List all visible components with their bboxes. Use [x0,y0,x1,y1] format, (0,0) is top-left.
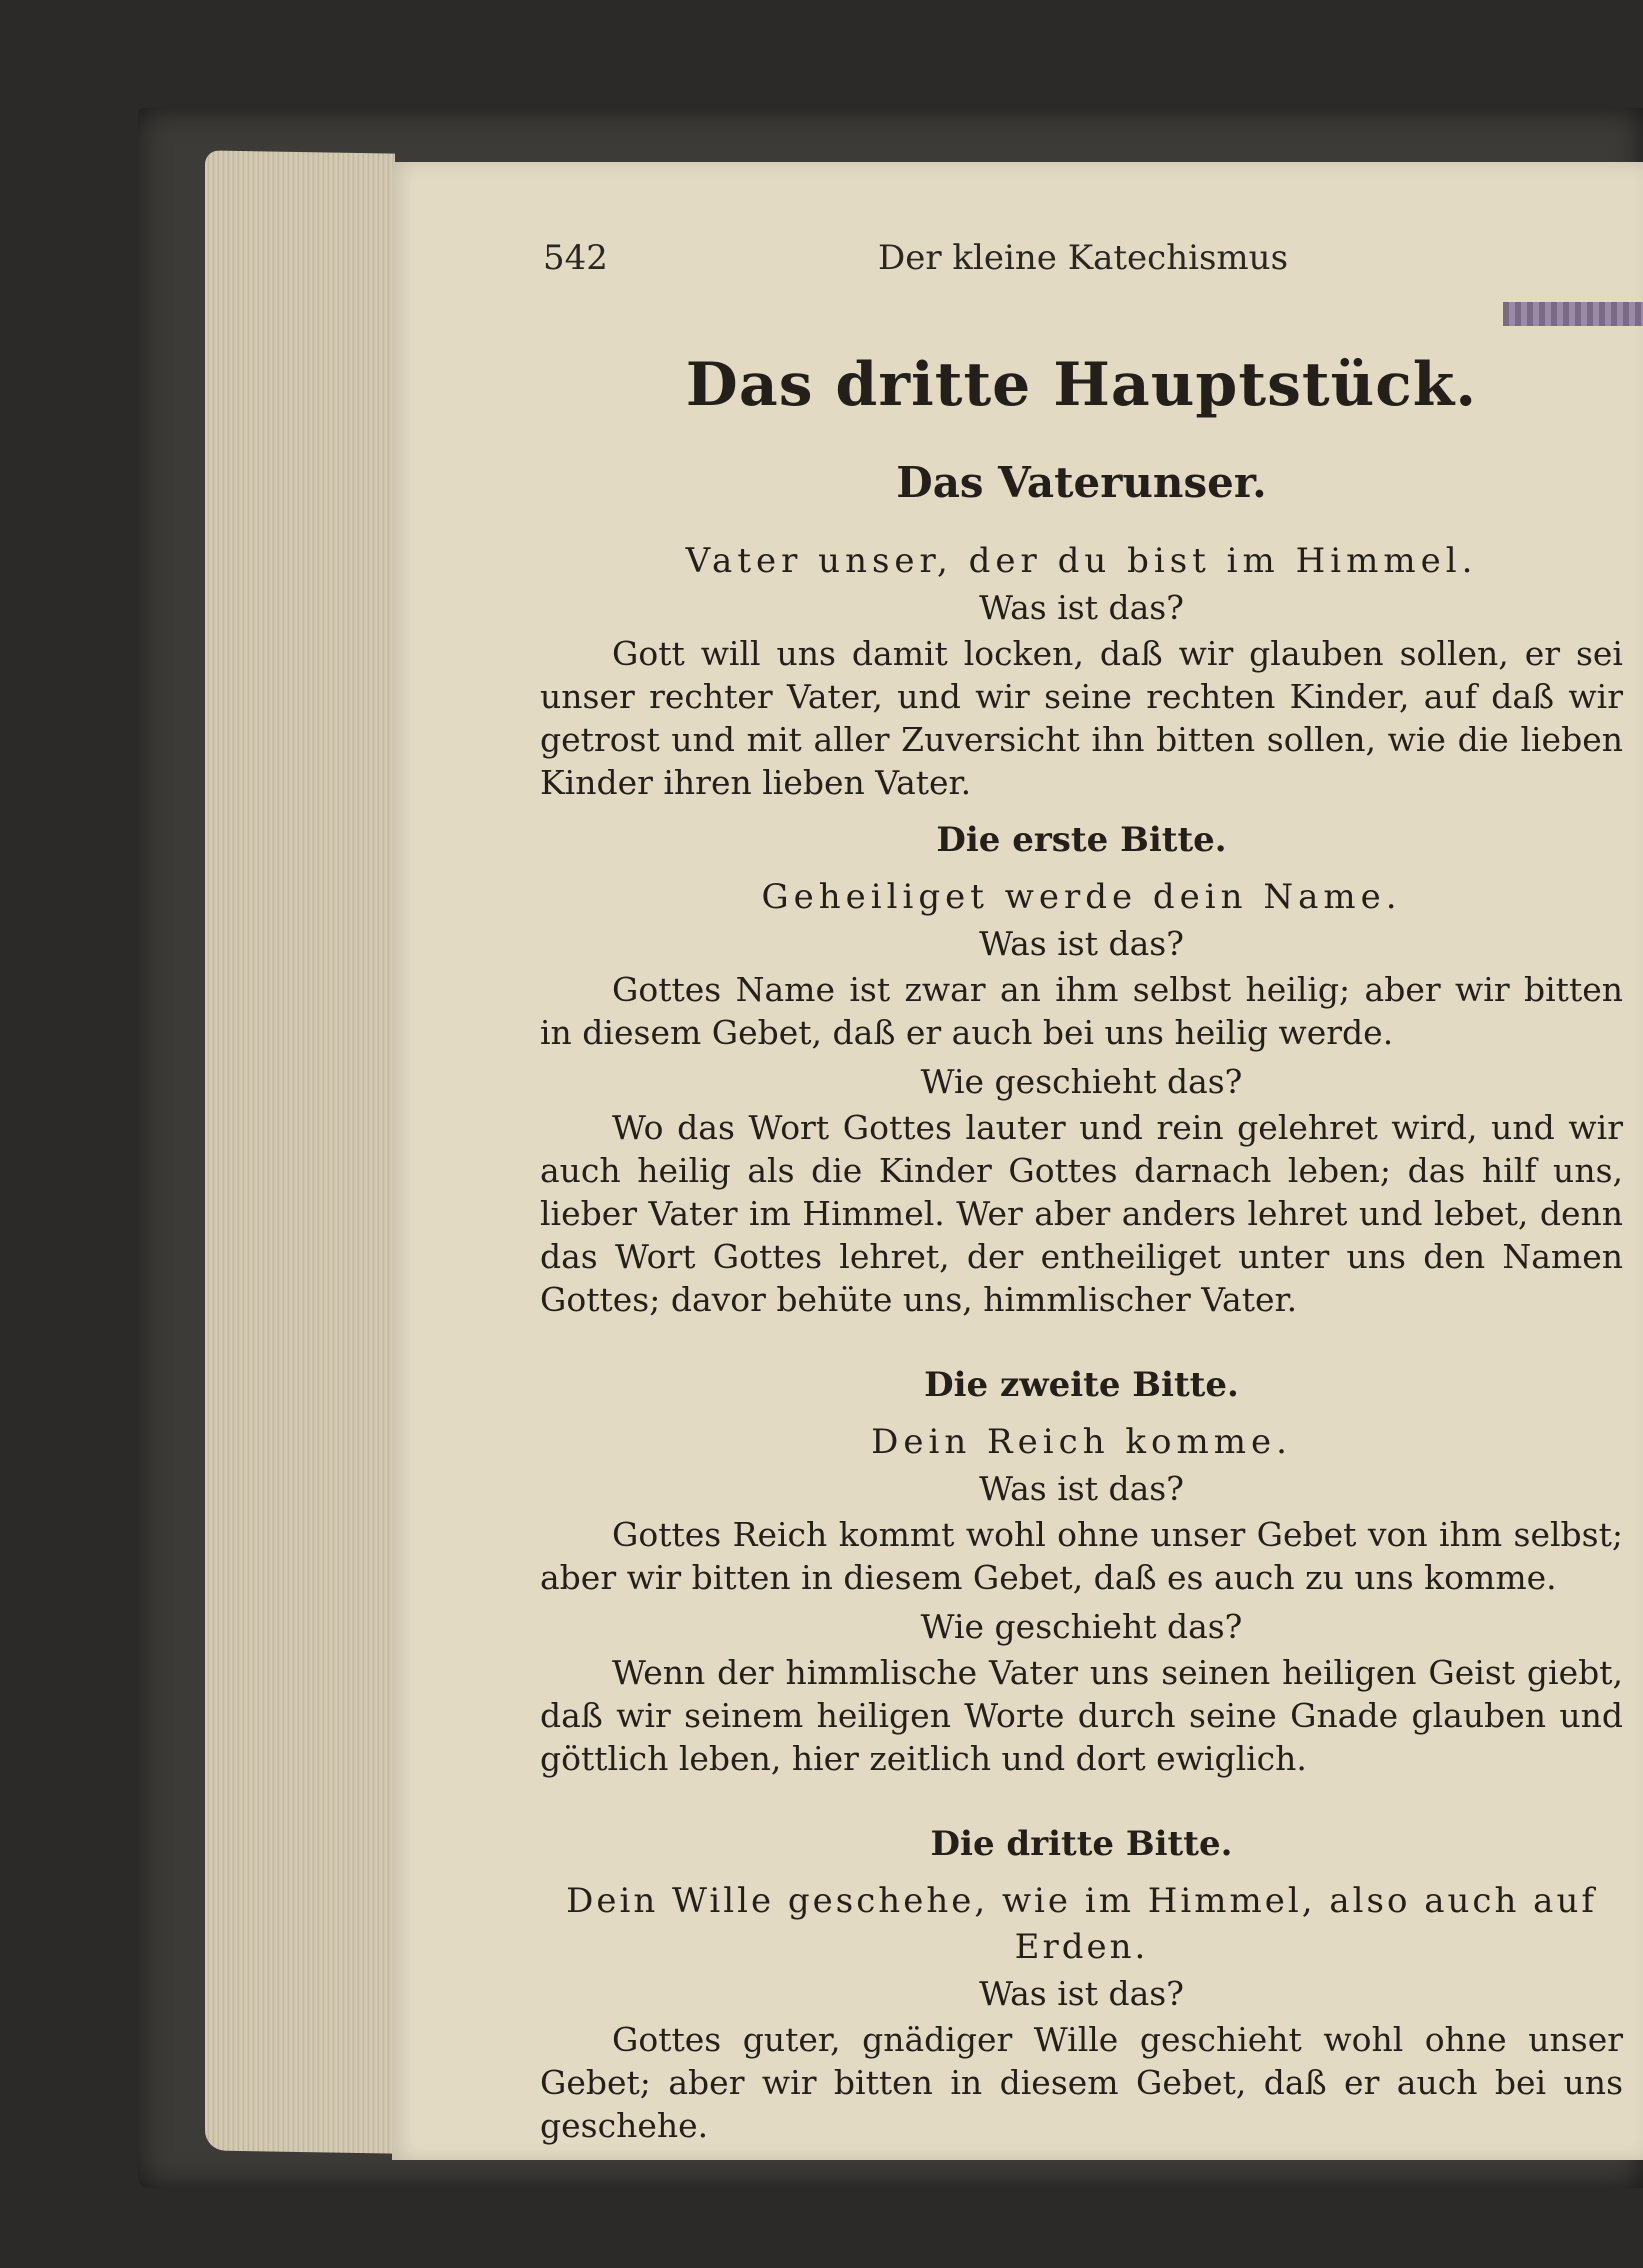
page-number: 542 [543,238,608,278]
intro-question: Was ist das? [979,588,1184,627]
petition-1-text: Geheiliget werde dein Name. [761,877,1402,917]
running-title: Der kleine Katechismus [877,238,1289,278]
running-header [543,238,1623,286]
petition-1-question-1: Was ist das? [979,924,1184,963]
petition-3-answer-1: Gottes guter, gnädiger Wille geschieht wohl ohne unser Gebet; aber wir bitten in diesem Gebet, daß er auch bei uns geschehe. [540,2020,1623,2145]
petition-3-text: Dein Wille geschehe, wie im Himmel, also auch auf Erden. [566,1881,1597,1967]
chapter-title: Das dritte Hauptstück. [685,350,1478,420]
petition-1-heading: Die erste Bitte. [936,820,1227,860]
intro-address: Vater unser, der du bist im Himmel. [685,541,1478,581]
petition-1-answer-1: Gottes Name ist zwar an ihm selbst heilig; aber wir bitten in diesem Gebet, daß er auch bei uns heilig werde. [540,970,1623,1052]
petition-2-question-1: Was ist das? [979,1469,1184,1508]
section-title: Das Vaterunser. [896,458,1267,507]
intro-answer: Gott will uns damit locken, daß wir glauben sollen, er sei unser rechter Vater, und wir seine rechten Kinder, auf daß wir getrost und mit aller Zuversicht ihn bitten sollen, wie die lieben Kinder ihren lieben Vater. [540,634,1623,802]
petition-1-answer-2: Wo das Wort Gottes lauter und rein gelehret wird, und wir auch heilig als die Kinder Gottes darnach leben; das hilf uns, lieber Vater im Himmel. Wer aber anders lehret und lebet, denn das Wort Gottes lehret, der entheiliget unter uns den Namen Gottes; davor behüte uns, himmlischer Vater. [540,1108,1623,1319]
petition-2-heading: Die zweite Bitte. [924,1365,1239,1405]
petition-2-question-2: Wie geschieht das? [920,1607,1243,1646]
petition-1-question-2: Wie geschieht das? [920,1062,1243,1101]
petition-3-heading: Die dritte Bitte. [930,1824,1233,1864]
petition-2-text: Dein Reich komme. [871,1422,1292,1462]
petition-2-answer-1: Gottes Reich kommt wohl ohne unser Gebet von ihm selbst; aber wir bitten in diesem Gebet, daß es auch zu uns komme. [540,1515,1623,1597]
page-body [540,300,1623,2153]
petition-2-answer-2: Wenn der himmlische Vater uns seinen heiligen Geist giebt, daß wir seinem heiligen Worte durch seine Gnade glauben und göttlich leben, hier zeitlich und dort ewiglich. [540,1653,1623,1778]
page-edges [205,150,395,2153]
petition-3-question-1: Was ist das? [979,1974,1184,2013]
